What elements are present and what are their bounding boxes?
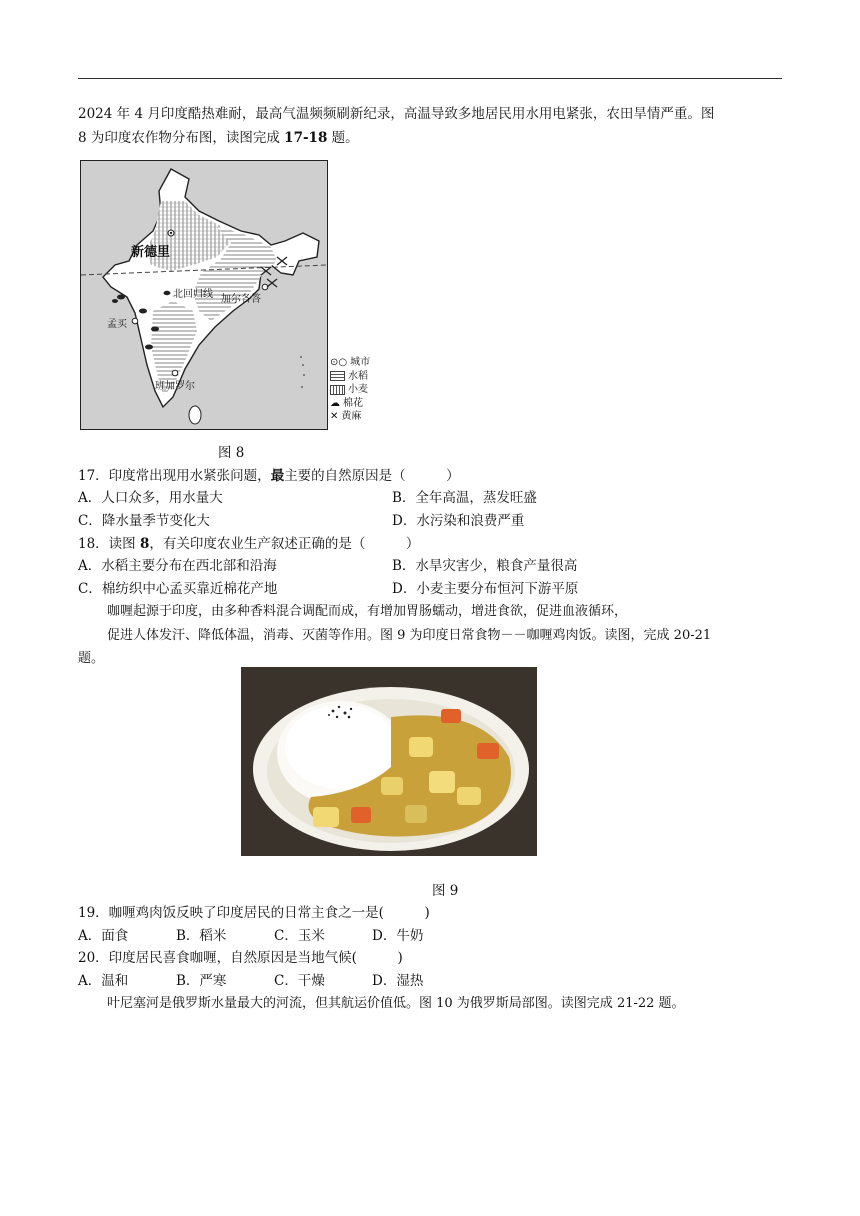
q20-option-d[interactable]: D．湿热 <box>372 973 424 989</box>
intro-19-20-line2: 促进人体发汗、降低体温，消毒、灭菌等作用。图 9 为印度日常食物－－咖喱鸡肉饭。读图，完成 20-21 <box>107 628 712 643</box>
q19-option-d[interactable]: D．牛奶 <box>372 928 424 944</box>
intro-17-18-line1: 2024 年 4 月印度酷热难耐，最高气温频频刷新纪录，高温导致多地居民用水用电紧张，农田旱情严重。图 <box>78 106 715 122</box>
label-tropic: 北回归线 <box>173 289 213 300</box>
legend-rice: 水稻 <box>330 370 370 384</box>
q19-option-b[interactable]: B．稻米 <box>176 928 227 944</box>
india-crop-map <box>80 160 328 430</box>
q17-stem: 17．印度常出现用水紧张问题，最主要的自然原因是（ ） <box>78 468 460 484</box>
figure-8-caption: 图 8 <box>218 445 245 461</box>
map-legend <box>330 356 370 424</box>
label-new-delhi: 新德里 <box>131 245 171 260</box>
intro-17-18-line2: 8 为印度农作物分布图，读图完成 17-18 题。 <box>78 130 359 146</box>
q18-option-b[interactable]: B．水旱灾害少，粮食产量很高 <box>392 558 578 574</box>
q19-option-a[interactable]: A．面食 <box>78 928 129 944</box>
label-kolkata: 加尔各答 <box>221 294 261 305</box>
q20-stem: 20．印度居民喜食咖喱，自然原因是当地气候( ) <box>78 950 403 966</box>
q17-option-a[interactable]: A．人口众多，用水量大 <box>78 490 223 506</box>
city-icon: ⊙○ <box>330 357 348 368</box>
intro-19-20-line3: 题。 <box>78 651 105 666</box>
rice-swatch-icon <box>330 371 345 381</box>
q17-option-b[interactable]: B．全年高温，蒸发旺盛 <box>392 490 537 506</box>
q20-option-b[interactable]: B．严寒 <box>176 973 227 989</box>
label-bangalore: 班加罗尔 <box>155 381 195 392</box>
legend-wheat: 小麦 <box>330 383 370 397</box>
q18-stem: 18．读图 8，有关印度农业生产叙述正确的是（ ） <box>78 536 420 552</box>
q17-option-c[interactable]: C．降水量季节变化大 <box>78 513 210 529</box>
legend-city: ⊙○ 城市 <box>330 357 371 368</box>
label-mumbai: 孟买 <box>107 319 127 330</box>
legend-cotton: ☁ 棉花 <box>330 397 363 409</box>
wheat-swatch-icon <box>330 385 345 395</box>
jute-icon: ✕ <box>330 411 339 422</box>
intro-21-22-line1: 叶尼塞河是俄罗斯水量最大的河流，但其航运价值低。图 10 为俄罗斯局部图。读图完成 21-22 题。 <box>107 996 685 1011</box>
legend-jute: ✕ 黄麻 <box>330 411 362 422</box>
q18-option-a[interactable]: A．水稻主要分布在西北部和沿海 <box>78 558 277 574</box>
header-rule <box>78 78 782 79</box>
curry-chicken-rice-photo <box>241 667 537 856</box>
q17-option-d[interactable]: D．水污染和浪费严重 <box>392 513 525 529</box>
q19-option-c[interactable]: C．玉米 <box>274 928 325 944</box>
cotton-icon: ☁ <box>330 397 340 409</box>
figure-9-caption: 图 9 <box>432 883 459 899</box>
q18-option-d[interactable]: D．小麦主要分布恒河下游平原 <box>392 581 579 597</box>
q20-option-a[interactable]: A．温和 <box>78 973 129 989</box>
q19-stem: 19．咖喱鸡肉饭反映了印度居民的日常主食之一是( ) <box>78 905 430 921</box>
q20-option-c[interactable]: C．干燥 <box>274 973 325 989</box>
intro-19-20-line1: 咖喱起源于印度，由多种香料混合调配而成，有增加胃肠蠕动，增进食欲，促进血液循环， <box>107 604 628 619</box>
q18-option-c[interactable]: C．棉纺织中心孟买靠近棉花产地 <box>78 581 278 597</box>
